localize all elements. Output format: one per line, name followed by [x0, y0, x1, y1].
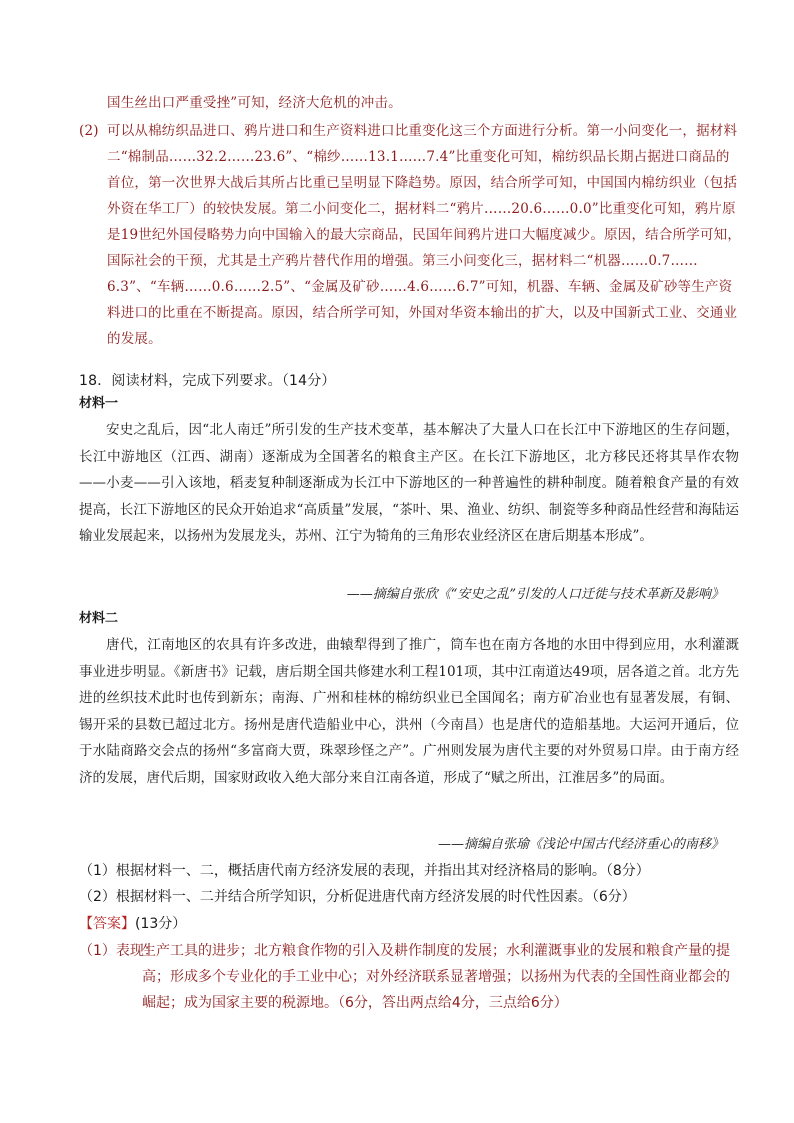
part2-number: (2) [79, 123, 99, 139]
sub-question-1: （1）根据材料一、二，概括唐代南方经济发展的表现，并指出其对经济格局的影响。（8分） [79, 863, 650, 879]
answer-label [79, 913, 186, 933]
sub-question-2: （2）根据材料一、二并结合所学知识，分析促进唐代南方经济发展的时代性因素。（6分） [79, 889, 636, 905]
previous-answer-tail: 国生丝出口严重受挫”可知，经济大危机的冲击。 [107, 95, 402, 111]
question-18-stem: 18．阅读材料，完成下列要求。（14分） [79, 373, 336, 389]
material-2-title: 材料二 [79, 611, 119, 626]
material-2-text: 唐代，江南地区的农具有许多改进，曲辕犁得到了推广，筒车也在南方各地的水田中得到应用，水利灌溉事业进步明显。《新唐书》记载，唐后期全国共修建水利工程101项，其中江南道达49项，居各道之首。北方先进的丝织技术此时也传到新东；南海、广州和桂林的棉纺织业已全国闻名；南方矿冶业也有显著发展，有铜、锡开采的县数已超过北方。扬州是唐代造船业中心，洪州（今南昌）也是唐代的造船基地。大运河开通后，位于水陆商路交会点的扬州“多富商大贾，珠翠珍怪之产”。广州则发展为唐代主要的对外贸易口岸。由于南方经济的发展，唐代后期，国家财政收入绝大部分来自江南各道，形成了“赋之所出，江淮居多”的局面。 [79, 637, 739, 786]
material-1-title: 材料一 [79, 396, 119, 411]
answer-1-body: 生产工具的进步；北方粮食作物的引入及耕作制度的发展；水利灌溉事业的发展和粮食产量的提高；形成多个专业化的手工业中心；对外经济联系显著增强；以扬州为代表的全国性商业都会的崛起；成为国家主要的税源地。（6分，答出两点给4分，三点给6分） [142, 943, 730, 1011]
part2-body: 可以从棉纺织品进口、鸦片进口和生产资料进口比重变化这三个方面进行分析。第一小问变化一，据材料二“棉制品……32.2……23.6”、“棉纱……13.1……7.4”比重变化可知，棉纺织品长期占据进口商品的首位，第一次世界大战后其所占比重已呈明显下降趋势。原因，结合所学可知，中国国内棉纺织业（包括外资在华工厂）的较快发展。第二小问变化二，据材料二“鸦片……20.6……0.0”比重变化可知，鸦片原是19世纪外国侵略势力向中国输入的最大宗商品，民国年间鸦片进口大幅度减少。原因，结合所学可知，国际社会的干预，尤其是土产鸦片替代作用的增强。第三小问变化三，据材料二“机器……0.7……6.3”、“车辆……0.6……2.5”、“金属及矿砂……4.6……6.7”可知，机器、车辆、金属及矿砂等生产资料进口的比重在不断提高。原因，结合所学可知，外国对华资本输出的扩大，以及中国新式工业、交通业的发展。 [107, 123, 742, 347]
answer-score: (13分） [135, 916, 187, 932]
material-2-source: ——摘编自张瑜《浅论中国古代经济重心的南移》 [437, 837, 724, 852]
material-1-text: 安史之乱后，因“北人南迁”所引发的生产技术变革，基本解决了大量人口在长江中下游地区的生存问题，长江中游地区（江西、湖南）逐渐成为全国著名的粮食主产区。在长江下游地区，北方移民还将其旱作农物——小麦——引入该地，稻麦复种制逐渐成为长江中下游地区的一种普遍性的耕种制度。随着粮食产量的有效提高，长江下游地区的民众开始追求“高质量”发展，“茶叶、果、渔业、纺织、制瓷等多种商品性经营和海陆运输业发展起来，以扬州为发展龙头，苏州、江宁为犄角的三角形农业经济区在唐后期基本形成”。 [79, 422, 739, 544]
answer-bracket: 【答案】 [79, 916, 135, 932]
material-1-source: ——摘编自张欣《“安史之乱”引发的人口迁徙与技术革新及影响》 [346, 587, 724, 602]
answer-1-lead: （1）表现： [79, 943, 158, 959]
